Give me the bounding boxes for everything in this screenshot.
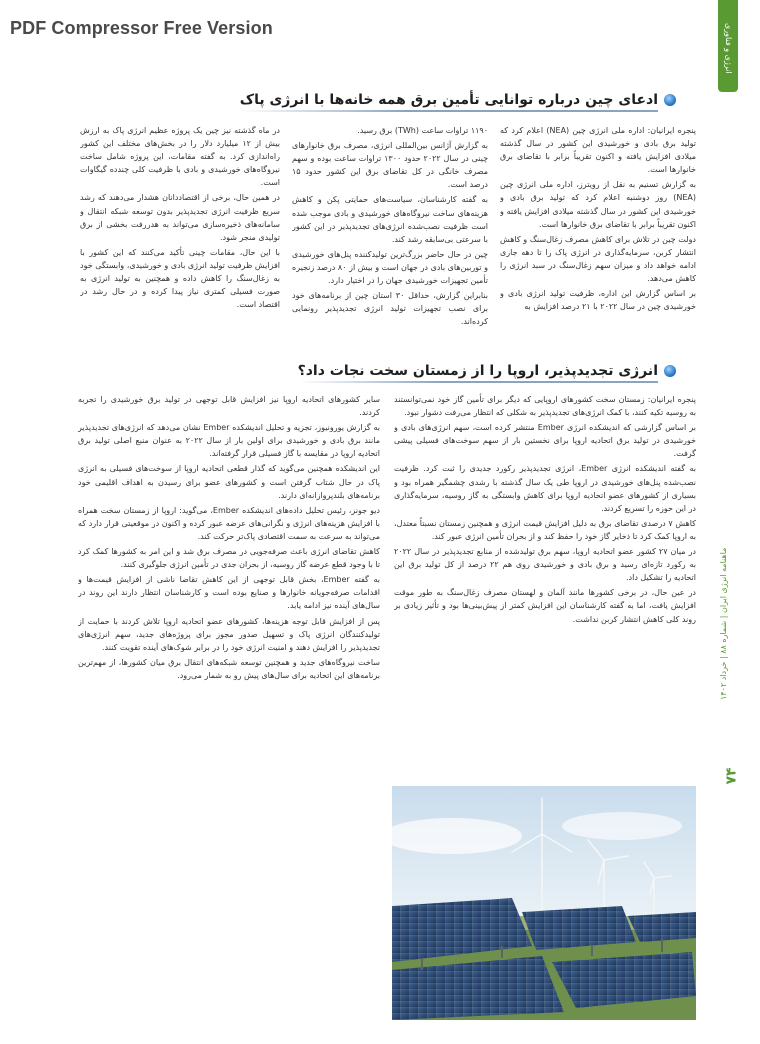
paragraph: بر اساس گزارش این اداره، ظرفیت تولید انرژی بادی و خورشیدی چین در سال ۲۰۲۲ با ۲۱ درصد افزایش به — [500, 289, 696, 312]
paragraph: سایر کشورهای اتحادیه اروپا نیز افزایش قابل توجهی در تولید برق خورشیدی را تجربه کردند. — [78, 395, 380, 418]
paragraph: در ماه گذشته نیز چین یک پروژه عظیم انرژی پاک به ارزش بیش از ۱۲ میلیارد دلار را در بخش‌های مختلف این کشور راه‌اندازی کرد. به گفته مقامات، این پروژه شامل ساخت نیروگاه‌های خورشیدی و بادی با ظرفیت کلی چندده گیگاوات است. — [80, 126, 280, 188]
paragraph: به گفته Ember، بخش قابل توجهی از این کاهش تقاضا ناشی از افزایش قیمت‌ها و اقدامات صرفه‌جویانه خانوارها و صنایع بوده است و کارشناسان انتظار دارند این روند در سال‌های آینده نیز ادامه یابد. — [78, 575, 380, 611]
paragraph: کاهش ۷ درصدی تقاضای برق به دلیل افزایش قیمت انرژی و همچنین زمستان نسبتاً معتدل، به اروپا کمک کرد تا ذخایر گاز خود را حفظ کند و از بحران تأمین انرژی عبور کند. — [394, 518, 696, 541]
article1-heading — [240, 92, 676, 108]
paragraph: پنجره ایرانیان: اداره ملی انرژی چین (NEA) اعلام کرد که تولید برق بادی و خورشیدی این کشور در سال گذشته میلادی افزایش یافته و اکنون تقریباً برابر با تقاضای برق خانوارها است. — [500, 126, 696, 175]
solar-wind-photo — [392, 786, 696, 1020]
paragraph: به گزارش یورونیوز، تجزیه و تحلیل اندیشکده Ember نشان می‌دهد که انرژی‌های تجدیدپذیر مانند برق بادی و خورشیدی برای اولین بار از سال ۲۰۲۲ به عنوان منبع اصلی تولید برق اتحادیه اروپا در مقایسه با گاز فسیلی قرار گرفته‌اند. — [78, 423, 380, 459]
paragraph: پس از افزایش قابل توجه هزینه‌ها، کشورهای عضو اتحادیه اروپا تلاش کردند با حمایت از تولیدکنندگان انرژی پاک و تسهیل صدور مجوز برای پروژه‌های جدید، سهم انرژی‌های تجدیدپذیر را افزایش دهند و امنیت انرژی خود را در برابر شوک‌های آینده تقویت کنند. — [78, 616, 380, 652]
watermark: PDF Compressor Free Version — [10, 18, 273, 38]
article1-column-1 — [500, 124, 696, 358]
paragraph: بر اساس گزارشی که اندیشکده انرژی Ember منتشر کرده است، سهم انرژی‌های بادی و خورشیدی در تولید برق اتحادیه اروپا برای نخستین بار از سهم سوخت‌های فسیلی پیشی گرفت. — [394, 423, 696, 459]
paragraph: دیو جونز، رئیس تحلیل داده‌های اندیشکده Ember، می‌گوید: اروپا از زمستان سخت همراه با افزایش هزینه‌های انرژی و نگرانی‌های عرضه عبور کرده و اکنون در موقعیتی قرار دارد که می‌تواند به سرعت به سمت اقتصادی پاک‌تر حرکت کند. — [78, 505, 380, 541]
running-footer: ماهنامه انرژی ایران | شماره ۸۸ | خرداد ۱۴۰۲ — [719, 547, 728, 700]
article2-title: انرژی تجدیدپذیر، اروپا را از زمستان سخت نجات داد؟ — [297, 363, 658, 379]
paragraph: ۱۱۹۰ تراوات ساعت (TWh) برق رسید. — [357, 126, 488, 135]
paragraph: به گفته اندیشکده انرژی Ember، انرژی تجدیدپذیر رکورد جدیدی را ثبت کرد. ظرفیت نصب‌شده پنل‌های خورشیدی در اروپا طی یک سال گذشته با رشدی چشمگیر همراه بود و بسیاری از کشورهای عضو اتحادیه اروپا برای کاهش وابستگی به گاز روسیه، سرمایه‌گذاری در این حوزه را تسریع کردند. — [394, 464, 696, 513]
paragraph: در عین حال، در برخی کشورها مانند آلمان و لهستان مصرف زغال‌سنگ به طور موقت افزایش یافت، اما به گفته کارشناسان این افزایش کمتر از پیش‌بینی‌ها بود و تأثیر زیادی بر روند کلی کاهش انتشار کربن نداشت. — [394, 588, 696, 624]
article1-column-3 — [80, 124, 280, 358]
paragraph: این اندیشکده همچنین می‌گوید که گذار قطعی اتحادیه اروپا از سوخت‌های فسیلی به انرژی پاک در حال شتاب گرفتن است و کشورهای عضو برای رسیدن به اهداف اقلیمی خود برنامه‌های بلندپروازانه‌ای دارند. — [78, 464, 380, 500]
paragraph: با این حال، مقامات چینی تأکید می‌کنند که این کشور با افزایش ظرفیت تولید انرژی بادی و خورشیدی، وابستگی خود به زغال‌سنگ را کاهش داده و همچنین به تولید انرژی به صورت فسیلی کمتری نیاز پیدا کرده و در حال رشد در اقتصاد است. — [80, 247, 280, 310]
heading-bullet-icon — [664, 365, 676, 377]
paragraph: پنجره ایرانیان: زمستان سخت کشورهای اروپایی که دیگر برای تأمین گاز خود نمی‌توانستند به روسیه تکیه کنند، با کمک انرژی‌های تجدیدپذیر به شکلی که انتظار می‌رفت دشوار نبود. — [394, 395, 696, 418]
heading-underline — [240, 110, 658, 112]
paragraph: دولت چین در تلاش برای کاهش مصرف زغال‌سنگ و کاهش انتشار کربن، سرمایه‌گذاری در انرژی پاک را تا دهه جاری ادامه خواهد داد و میزان سهم زغال‌سنگ در سبد انرژی را کاهش می‌دهد. — [500, 234, 696, 284]
paragraph: چین در حال حاضر بزرگ‌ترین تولیدکننده پنل‌های خورشیدی و توربین‌های بادی در جهان است و بیش از ۸۰ درصد زنجیره تأمین تجهیزات خورشیدی جهان را در اختیار دارد. — [292, 249, 488, 286]
paragraph: در میان ۲۷ کشور عضو اتحادیه اروپا، سهم برق تولیدشده از منابع تجدیدپذیر در سال ۲۰۲۲ به رکورد تازه‌ای رسید و برق بادی و خورشیدی روی هم ۲۲ درصد از کل تولید برق این اتحادیه را تشکیل داد. — [394, 547, 696, 583]
page-number: ۷۴ — [723, 767, 740, 785]
section-tab-label: انرژی و فناوری — [724, 22, 733, 74]
paragraph: به گزارش آژانس بین‌المللی انرژی، مصرف برق خانوارهای چینی در سال ۲۰۲۲ حدود ۱۳۰۰ تراوات ساعت بوده و سهم مصرف خانگی در کل تقاضای برق این کشور حدود ۱۵ درصد است. — [292, 141, 488, 190]
paragraph: کاهش تقاضای انرژی باعث صرفه‌جویی در مصرف برق شد و این امر به کشورها کمک کرد تا با وجود قطع عرضه گاز روسیه، از بحران جدی در تأمین انرژی جلوگیری کنند. — [78, 547, 380, 570]
section-tab — [718, 0, 738, 92]
paragraph: در همین حال، برخی از اقتصاددانان هشدار می‌دهند که رشد سریع ظرفیت انرژی تجدیدپذیر بدون توسعه شبکه انتقال و سامانه‌های ذخیره‌سازی می‌تواند به هدررفت بخشی از برق تولیدی منجر شود. — [80, 193, 280, 242]
heading-underline — [298, 381, 658, 383]
article1-column-2 — [292, 124, 488, 358]
paragraph: به گزارش تسنیم به نقل از رویترز، اداره ملی انرژی چین (NEA) روز دوشنبه اعلام کرد که تولید برق بادی و خورشیدی این کشور در سال گذشته میلادی افزایش یافته و اکنون تقریباً برابر با تقاضای برق خانوارها است. — [500, 180, 696, 229]
paragraph: به گفته کارشناسان، سیاست‌های حمایتی پکن و کاهش هزینه‌های ساخت نیروگاه‌های خورشیدی و بادی موجب شده است ظرفیت نصب‌شده انرژی‌های تجدیدپذیر در این کشور با سرعتی بی‌سابقه رشد کند. — [292, 195, 488, 244]
article2-column-2 — [78, 393, 380, 975]
heading-bullet-icon — [664, 94, 676, 106]
article2-heading — [298, 363, 676, 379]
paragraph: بنابراین گزارش، حداقل ۳۰ استان چین از برنامه‌های خود برای نصب تجهیزات تولید انرژی تجدیدپذیر رونمایی کرده‌اند. — [292, 291, 488, 327]
article2-column-1 — [394, 393, 696, 771]
paragraph: ساخت نیروگاه‌های جدید و همچنین توسعه شبکه‌های انتقال برق میان کشورها، از مهم‌ترین برنامه‌های این اتحادیه برای سال‌های پیش رو به شمار می‌رود. — [78, 657, 380, 680]
article1-title: ادعای چین درباره توانایی تأمین برق همه خانه‌ها با انرژی پاک — [239, 92, 658, 108]
